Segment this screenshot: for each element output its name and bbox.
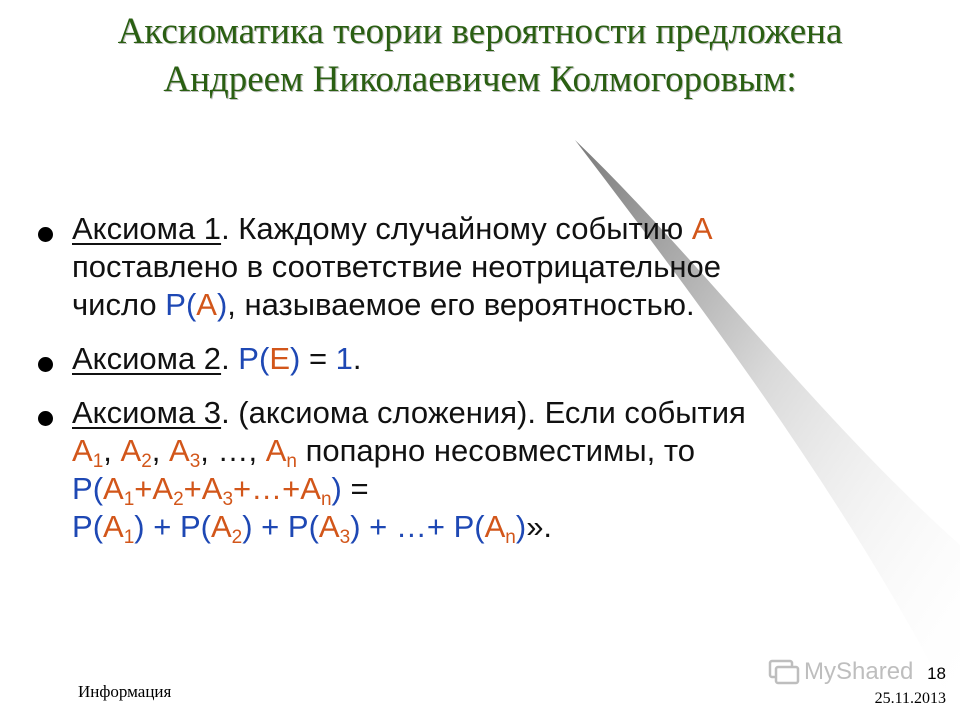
subscript: n bbox=[286, 451, 297, 472]
plus: + bbox=[134, 471, 153, 506]
event-a: А bbox=[691, 211, 713, 246]
plus: + bbox=[282, 471, 301, 506]
subscript: n bbox=[320, 489, 332, 510]
axiom-2-line bbox=[72, 340, 932, 378]
axiom-list bbox=[32, 210, 932, 562]
slide-date: 25.11.2013 bbox=[874, 690, 946, 707]
paren: ( bbox=[92, 509, 104, 544]
slide-title bbox=[0, 8, 960, 104]
paren: ) bbox=[331, 471, 342, 506]
comma: , bbox=[103, 433, 121, 468]
paren: ( bbox=[185, 287, 197, 322]
plus: + bbox=[360, 509, 396, 544]
axiom-1-line-1 bbox=[72, 210, 932, 248]
subscript: 2 bbox=[173, 489, 184, 510]
plus: + bbox=[252, 509, 288, 544]
event-a: А bbox=[196, 287, 217, 322]
footer-label: Информация bbox=[78, 682, 172, 701]
ellipsis: … bbox=[395, 509, 427, 544]
paren: ) bbox=[515, 509, 527, 544]
subscript: 1 bbox=[123, 489, 135, 510]
paren: ( bbox=[474, 509, 485, 544]
event-e: Е bbox=[269, 341, 290, 376]
axiom-3-line-4 bbox=[72, 508, 932, 546]
subscript: 3 bbox=[222, 489, 234, 510]
watermark-text: MyShared bbox=[804, 658, 914, 685]
ellipsis: …, bbox=[217, 433, 266, 468]
event-a: А bbox=[103, 471, 124, 506]
event-a: А bbox=[484, 509, 506, 544]
axiom-3-text-b: попарно несовместимы, то bbox=[297, 433, 695, 468]
closing-quote: ». bbox=[526, 509, 553, 544]
value-one: 1 bbox=[335, 341, 353, 376]
axiom-1-item bbox=[32, 210, 932, 324]
event-a: А bbox=[120, 433, 142, 468]
event-a: А bbox=[265, 433, 287, 468]
page-number: 18 bbox=[927, 664, 946, 683]
paren: ) bbox=[134, 509, 145, 544]
paren: ) bbox=[242, 509, 253, 544]
prob-symbol: Р bbox=[165, 287, 186, 322]
watermark bbox=[768, 658, 913, 686]
event-a: А bbox=[318, 509, 340, 544]
plus: + bbox=[144, 509, 180, 544]
prob-symbol: Р bbox=[72, 509, 93, 544]
axiom-3-line-3 bbox=[72, 470, 932, 508]
axiom-3-label: Аксиома 3 bbox=[72, 395, 222, 430]
prob-symbol: Р bbox=[453, 509, 475, 544]
monitor-icon bbox=[768, 658, 800, 686]
event-a: А bbox=[210, 509, 232, 544]
axiom-3-line-2 bbox=[72, 432, 932, 470]
axiom-1-text-c: , называемое его вероятностью. bbox=[227, 287, 695, 322]
subscript: 1 bbox=[123, 527, 135, 548]
event-a: А bbox=[169, 433, 190, 468]
event-a: А bbox=[103, 509, 124, 544]
axiom-3-line-1 bbox=[72, 394, 932, 432]
axiom-2-item bbox=[32, 340, 932, 378]
subscript: 2 bbox=[231, 527, 243, 548]
axiom-1-text: . Каждому случайному событию bbox=[221, 211, 692, 246]
event-a: А bbox=[300, 471, 321, 506]
separator: . bbox=[221, 341, 239, 376]
bullet-icon bbox=[38, 411, 53, 426]
event-a: А bbox=[72, 433, 93, 468]
equals: = bbox=[300, 341, 336, 376]
subscript: 2 bbox=[141, 451, 152, 472]
comma: , bbox=[151, 433, 169, 468]
subscript: 1 bbox=[92, 451, 104, 472]
paren: ) bbox=[350, 509, 361, 544]
paren: ( bbox=[92, 471, 104, 506]
subscript: 3 bbox=[339, 527, 351, 548]
bullet-icon bbox=[38, 227, 53, 242]
axiom-3-item bbox=[32, 394, 932, 546]
title-line-2: Андреем Николаевичем Колмогоровым: bbox=[163, 59, 797, 100]
paren: ( bbox=[308, 509, 319, 544]
equals: = bbox=[341, 471, 369, 506]
bullet-icon bbox=[38, 357, 53, 372]
subscript: 3 bbox=[189, 451, 201, 472]
prob-symbol: Р bbox=[287, 509, 309, 544]
prob-symbol: Р bbox=[238, 341, 259, 376]
paren: ( bbox=[200, 509, 211, 544]
axiom-1-label: Аксиома 1 bbox=[72, 211, 222, 246]
prob-symbol: Р bbox=[179, 509, 201, 544]
axiom-1-line-3 bbox=[72, 286, 932, 324]
comma: , bbox=[200, 433, 218, 468]
plus: + bbox=[233, 471, 252, 506]
plus: + bbox=[426, 509, 454, 544]
event-a: А bbox=[152, 471, 174, 506]
plus: + bbox=[183, 471, 202, 506]
prob-symbol: Р bbox=[72, 471, 93, 506]
subscript: n bbox=[505, 527, 516, 548]
title-line-1: Аксиоматика теории вероятности предложена bbox=[117, 11, 843, 52]
axiom-1-line-2: поставлено в соответствие неотрицательное bbox=[72, 249, 722, 284]
axiom-1-text-b: число bbox=[72, 287, 166, 322]
period: . bbox=[352, 341, 362, 376]
event-a: А bbox=[201, 471, 223, 506]
paren: ( bbox=[258, 341, 270, 376]
paren: ) bbox=[216, 287, 228, 322]
axiom-3-text: . (аксиома сложения). Если события bbox=[221, 395, 746, 430]
axiom-2-label: Аксиома 2 bbox=[72, 341, 222, 376]
paren: ) bbox=[290, 341, 301, 376]
ellipsis: … bbox=[251, 471, 283, 506]
